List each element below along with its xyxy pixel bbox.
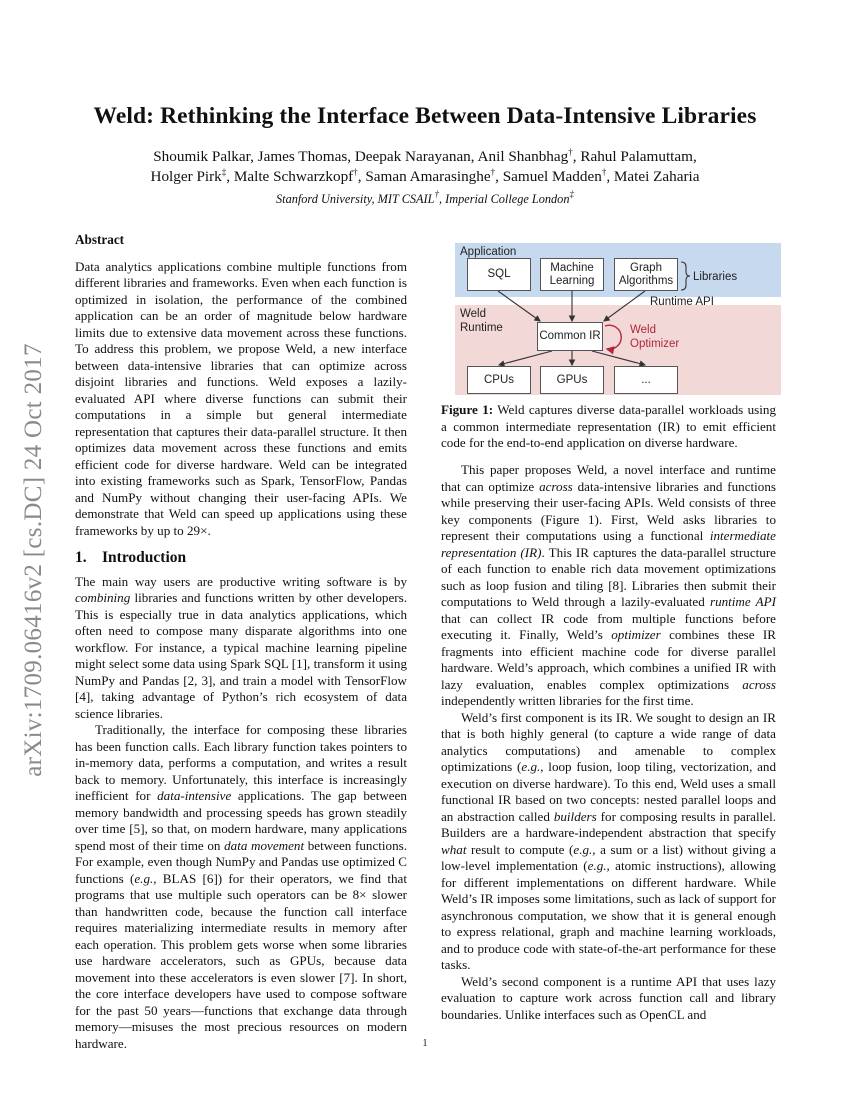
arxiv-stamp-text: arXiv:1709.06416v2 [cs.DC] 24 Oct 2017 <box>20 343 47 777</box>
page-number: 1 <box>422 1038 428 1049</box>
left-column <box>75 232 407 1052</box>
other-hardware-box: ... <box>614 366 678 394</box>
affiliations: Stanford University, MIT CSAIL†, Imperial College London‡ <box>276 189 574 206</box>
application-label: Application <box>460 246 517 258</box>
right-paragraph-2: Weld’s first component is its IR. We sought to design an IR that is both highly general (to capture a wide range of data analytics computations) and amenable to complex optimizations (e.g., loop fusion, loop tiling, vectorization, and execution on diverse hardware). To this end, Weld uses a small functional IR based on two concepts: nested parallel loops and an abstraction called builders for composing results in parallel. Builders are a hardware-independent abstraction that specify what result to compute (e.g., a sum or a list) without giving a low-level implementation (e.g., atomic instructions), allowing for different implementations on different hardware. While Weld’s IR imposes some limitations, such as lack of support for asynchronous computation, we show that it is general enough to express relational, graph and machine learning workloads, and to produce code with state-of-the-art performance for these tasks. <box>441 709 776 972</box>
section-heading-introduction: 1. Introduction <box>75 549 187 566</box>
figure-1-diagram <box>455 243 781 395</box>
paper-title: Weld: Rethinking the Interface Between Data-Intensive Libraries <box>93 103 757 129</box>
author-list <box>0 147 850 187</box>
weld-optimizer-label: Weld Optimizer <box>630 324 680 350</box>
machine-learning-box: Machine Learning <box>540 258 604 291</box>
common-ir-box: Common IR <box>537 322 603 351</box>
gpus-box: GPUs <box>540 366 604 394</box>
intro-paragraph-2: Traditionally, the interface for composing these libraries has been function calls. Each library function takes pointers to in-memory data, performs a computation, and writes a result back to memory. Unfortunately, this interface is increasingly inefficient for data-intensive applications. The gap between memory bandwidth and processing speeds has grown steadily over time [5], so that, on modern hardware, many applications spend most of their time on data movement between functions. For example, even though NumPy and Pandas use optimized C functions (e.g., BLAS [6]) for their operators, we find that programs that use multiple such operators can be 8× slower than handwritten code, because the function call interface requires materializing intermediate results in memory after each operation. This problem gets worse when some libraries use hardware accelerators, such as GPUs, because data movement into these accelerators is even slower [7]. In short, the core interface developers have used to compose software for the past 50 years—functions that exchange data through memory—misuses the most precious resources on modern hardware. <box>75 722 407 1051</box>
arxiv-stamp <box>14 300 54 820</box>
runtime-api-label: Runtime API <box>650 296 714 308</box>
cpus-box: CPUs <box>467 366 531 394</box>
sql-box: SQL <box>467 258 531 291</box>
intro-paragraph-1: The main way users are productive writing software is by combining libraries and functions written by other developers. This is especially true in data analytics applications, which often need to compose many disparate algorithms into one workflow. For instance, a typical machine learning pipeline might select some data using Spark SQL [1], transform it using NumPy and Pandas [2, 3], and train a model with TensorFlow [4], taking advantage of Python’s rich ecosystem of data science libraries. <box>75 573 407 721</box>
libraries-label: Libraries <box>693 271 738 283</box>
right-column <box>441 462 776 1023</box>
author-line-2: Holger Pirk‡, Malte Schwarzkopf†, Saman Amarasinghe†, Samuel Madden†, Matei Zaharia <box>150 167 700 185</box>
right-paragraph-3: Weld’s second component is a runtime API that uses lazy evaluation to capture work across function call and library boundaries. Unlike interfaces such as OpenCL and <box>441 973 776 1022</box>
abstract-heading: Abstract <box>75 232 125 247</box>
abstract-text: Data analytics applications combine multiple functions from different libraries and frameworks. Even when each function is optimized in isolation, the performance of the combined application can be an order of magnitude below hardware limits due to extensive data movement across these functions. To address this problem, we propose Weld, a new interface between data-intensive libraries that can optimize across disjoint libraries and functions. Weld exposes a lazily-evaluated API where diverse functions can submit their computations in a simple but general intermediate representation that captures their data-parallel structure. It then optimizes data movement across these functions and emits efficient code for diverse hardware. Weld can be integrated into existing frameworks such as Spark, TensorFlow, Pandas and NumPy without changing their user-facing APIs. We demonstrate that Weld can speed up applications using these frameworks by up to 29×. <box>75 258 407 538</box>
author-line-1: Shoumik Palkar, James Thomas, Deepak Narayanan, Anil Shanbhag†, Rahul Palamuttam, <box>153 147 697 165</box>
graph-algorithms-box: Graph Algorithms <box>614 258 678 291</box>
figure-1-caption: Figure 1: Weld captures diverse data-parallel workloads using a common intermediate representation (IR) to emit efficient code for the end-to-end application on diverse hardware. <box>441 402 776 450</box>
right-paragraph-1: This paper proposes Weld, a novel interface and runtime that can optimize across data-intensive libraries and functions while preserving their user-facing APIs. Weld consists of three key components (Figure 1). First, Weld asks libraries to represent their computations using a functional intermediate representation (IR). This IR captures the data-parallel structure of each function to enable rich data movement optimizations such as loop fusion and tiling [8]. Libraries then submit their computations to Weld through a lazily-evaluated runtime API that can collect IR code from multiple functions before executing it. Finally, Weld’s optimizer combines these IR fragments into efficient machine code for diverse parallel hardware. Weld’s approach, which combines a unified IR with lazy evaluation, enables complex optimizations across independently written libraries for the first time. <box>441 462 776 708</box>
weld-runtime-label: Weld Runtime <box>460 308 503 334</box>
